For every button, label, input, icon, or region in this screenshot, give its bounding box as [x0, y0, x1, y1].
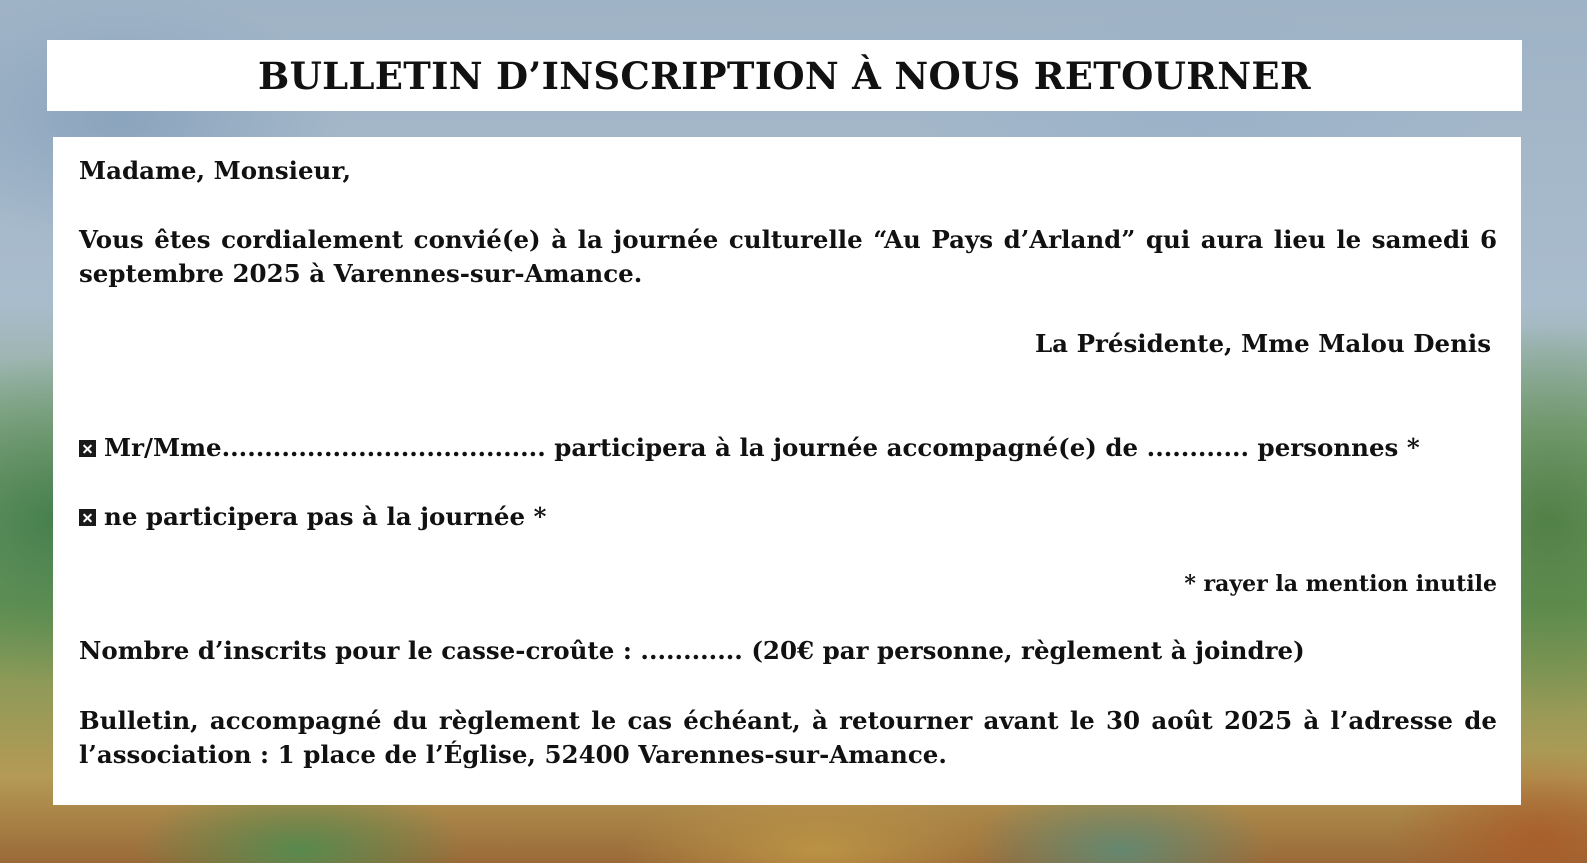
signature: La Présidente, Mme Malou Denis	[1034, 329, 1491, 358]
checkbox-crossed-icon[interactable]	[79, 440, 96, 457]
greeting: Madame, Monsieur,	[79, 156, 352, 185]
registration-form	[53, 137, 1521, 805]
option-decline-label: ne participera pas à la journée *	[104, 502, 547, 531]
page-title: BULLETIN D’INSCRIPTION À NOUS RETOURNER	[258, 53, 1311, 98]
footnote: * rayer la mention inutile	[1184, 571, 1497, 597]
return-instructions: Bulletin, accompagné du règlement le cas échéant, à retourner avant le 30 août 2025 à l’adresse de l’association : 1 place de l’Église, 52400 Varennes-sur-Amance.	[79, 706, 1497, 769]
snack-registration: Nombre d’inscrits pour le casse-croûte : ............ (20€ par personne, règlement à joindre)	[79, 636, 1305, 665]
invitation-text: Vous êtes cordialement convié(e) à la journée culturelle “Au Pays d’Arland” qui aura lieu le samedi 6 septembre 2025 à Varennes-sur-Amance.	[79, 225, 1497, 288]
title-banner	[47, 40, 1522, 111]
option-attend-label: Mr/Mme...................................... participera à la journée accompagné(e) de ............ personnes *	[104, 433, 1420, 462]
checkbox-crossed-icon[interactable]	[79, 509, 96, 526]
option-decline[interactable]	[79, 500, 1497, 534]
option-attend[interactable]	[79, 431, 1497, 465]
